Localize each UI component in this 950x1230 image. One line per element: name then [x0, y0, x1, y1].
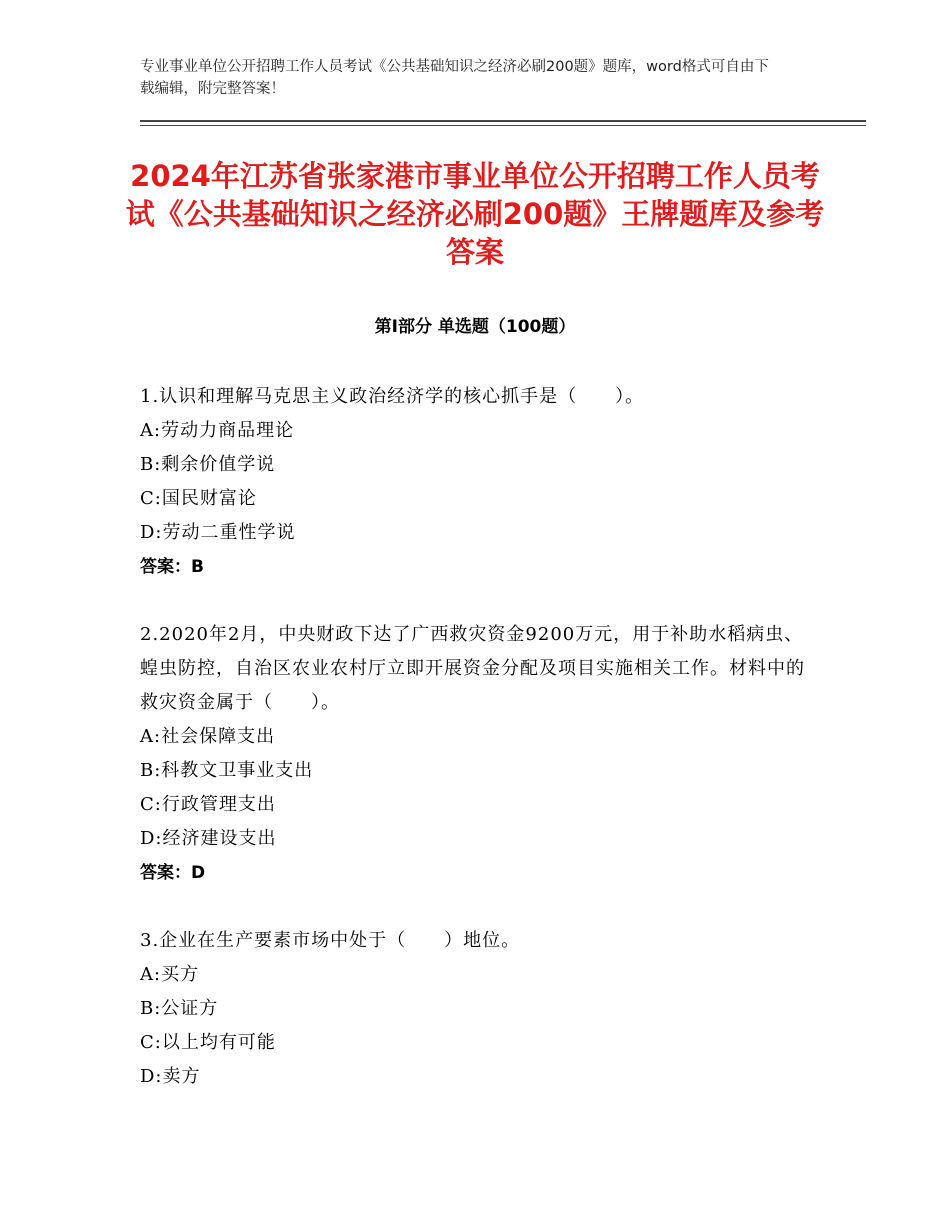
question-text: 2.2020年2月，中央财政下达了广西救灾资金9200万元，用于补助水稻病虫、蝗虫防控，自治区农业农村厅立即开展资金分配及项目实施相关工作。材料中的救灾资金属于（ ）。 [140, 624, 805, 713]
section-heading: 第Ⅰ部分 单选题（100题） [374, 317, 576, 337]
answer: 答案：D [140, 863, 206, 883]
option-c: C:国民财富论 [140, 488, 257, 509]
option-b: B:剩余价值学说 [140, 454, 276, 475]
option-b: B:公证方 [140, 998, 219, 1019]
question-1 [140, 380, 820, 584]
option-c: C:行政管理支出 [140, 794, 276, 815]
option-d: D:劳动二重性学说 [140, 522, 296, 543]
question-2 [140, 618, 820, 890]
option-a: A:劳动力商品理论 [140, 420, 295, 441]
answer: 答案：B [140, 557, 204, 577]
header-rule-thick [140, 120, 866, 122]
question-3 [140, 924, 820, 1094]
option-a: A:买方 [140, 964, 200, 985]
document-header: 专业事业单位公开招聘工作人员考试《公共基础知识之经济必刷200题》题库，word格式可自由下载编辑，附完整答案！ [140, 59, 769, 97]
question-text: 1.认识和理解马克思主义政治经济学的核心抓手是（ ）。 [140, 386, 645, 407]
option-a: A:社会保障支出 [140, 726, 276, 747]
option-d: D:经济建设支出 [140, 828, 277, 849]
option-d: D:卖方 [140, 1066, 201, 1087]
question-list [140, 380, 820, 1128]
header-rule-thin [140, 125, 866, 126]
document-title: 2024年江苏省张家港市事业单位公开招聘工作人员考试《公共基础知识之经济必刷200题》王牌题库及参考答案 [125, 159, 825, 269]
question-text: 3.企业在生产要素市场中处于（ ）地位。 [140, 930, 521, 951]
option-c: C:以上均有可能 [140, 1032, 276, 1053]
option-b: B:科教文卫事业支出 [140, 760, 314, 781]
